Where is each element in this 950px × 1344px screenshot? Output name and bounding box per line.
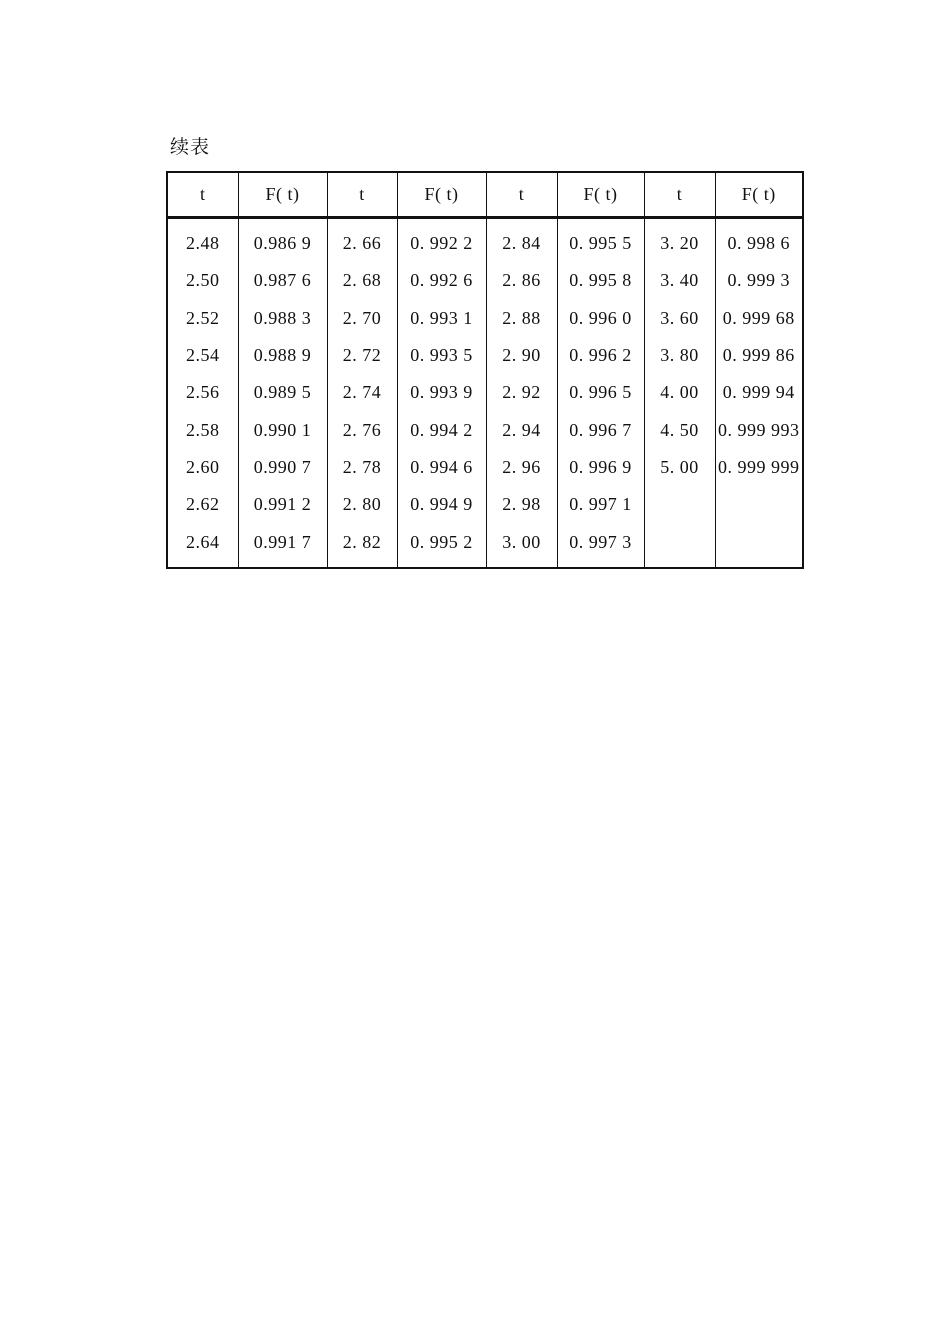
cell-t: 2. 94 bbox=[486, 411, 557, 448]
cell-t: 2.58 bbox=[167, 411, 238, 448]
cell-t: 2. 96 bbox=[486, 449, 557, 486]
cell-ft: 0. 995 5 bbox=[557, 218, 644, 263]
cell-ft: 0.988 9 bbox=[238, 337, 327, 374]
cell-ft: 0. 997 3 bbox=[557, 523, 644, 567]
cell-t: 2. 88 bbox=[486, 300, 557, 337]
cell-ft: 0. 996 5 bbox=[557, 374, 644, 411]
cell-ft: 0.991 2 bbox=[238, 486, 327, 523]
cell-ft: 0. 999 993 bbox=[715, 411, 803, 448]
cell-ft: 0. 996 2 bbox=[557, 337, 644, 374]
cell-ft: 0. 999 3 bbox=[715, 262, 803, 299]
header-cell: t bbox=[167, 172, 238, 218]
table-row bbox=[167, 262, 803, 299]
cell-t: 5. 00 bbox=[644, 449, 715, 486]
header-cell: t bbox=[486, 172, 557, 218]
cell-t: 2.50 bbox=[167, 262, 238, 299]
cell-t: 2.64 bbox=[167, 523, 238, 567]
cell-ft: 0. 999 999 bbox=[715, 449, 803, 486]
cell-t bbox=[644, 523, 715, 567]
cell-t: 4. 50 bbox=[644, 411, 715, 448]
cell-t: 2.56 bbox=[167, 374, 238, 411]
cell-t: 4. 00 bbox=[644, 374, 715, 411]
cell-t: 3. 00 bbox=[486, 523, 557, 567]
cell-ft: 0. 995 8 bbox=[557, 262, 644, 299]
table-row bbox=[167, 337, 803, 374]
cell-t: 2. 80 bbox=[327, 486, 397, 523]
cell-ft bbox=[715, 523, 803, 567]
cell-ft: 0. 995 2 bbox=[397, 523, 486, 567]
cell-t: 2. 76 bbox=[327, 411, 397, 448]
table-row bbox=[167, 411, 803, 448]
distribution-table bbox=[166, 171, 804, 569]
cell-t: 3. 80 bbox=[644, 337, 715, 374]
header-cell: t bbox=[327, 172, 397, 218]
cell-t: 2. 70 bbox=[327, 300, 397, 337]
table-caption: 续表 bbox=[170, 136, 211, 158]
cell-ft: 0. 998 6 bbox=[715, 218, 803, 263]
cell-t: 2. 92 bbox=[486, 374, 557, 411]
table-row bbox=[167, 523, 803, 567]
cell-t: 2.62 bbox=[167, 486, 238, 523]
cell-ft bbox=[715, 486, 803, 523]
cell-ft: 0.991 7 bbox=[238, 523, 327, 567]
cell-ft: 0. 993 9 bbox=[397, 374, 486, 411]
cell-ft: 0. 992 2 bbox=[397, 218, 486, 263]
cell-ft: 0. 996 0 bbox=[557, 300, 644, 337]
cell-ft: 0.987 6 bbox=[238, 262, 327, 299]
cell-t: 2. 72 bbox=[327, 337, 397, 374]
header-cell: F( t) bbox=[557, 172, 644, 218]
cell-t: 2. 90 bbox=[486, 337, 557, 374]
cell-ft: 0.990 1 bbox=[238, 411, 327, 448]
cell-t: 2. 68 bbox=[327, 262, 397, 299]
cell-t: 2.60 bbox=[167, 449, 238, 486]
cell-ft: 0. 999 86 bbox=[715, 337, 803, 374]
cell-ft: 0.990 7 bbox=[238, 449, 327, 486]
cell-t: 2.48 bbox=[167, 218, 238, 263]
header-cell: F( t) bbox=[238, 172, 327, 218]
cell-ft: 0. 994 6 bbox=[397, 449, 486, 486]
cell-t: 3. 60 bbox=[644, 300, 715, 337]
table-body bbox=[167, 218, 803, 568]
cell-ft: 0. 997 1 bbox=[557, 486, 644, 523]
header-row bbox=[167, 172, 803, 218]
cell-ft: 0. 994 9 bbox=[397, 486, 486, 523]
cell-ft: 0. 992 6 bbox=[397, 262, 486, 299]
header-cell: F( t) bbox=[397, 172, 486, 218]
cell-t: 2. 86 bbox=[486, 262, 557, 299]
cell-ft: 0. 994 2 bbox=[397, 411, 486, 448]
cell-ft: 0. 999 68 bbox=[715, 300, 803, 337]
cell-t: 3. 20 bbox=[644, 218, 715, 263]
cell-ft: 0.988 3 bbox=[238, 300, 327, 337]
cell-t: 2. 74 bbox=[327, 374, 397, 411]
cell-t: 2. 82 bbox=[327, 523, 397, 567]
table-row bbox=[167, 300, 803, 337]
cell-ft: 0. 993 1 bbox=[397, 300, 486, 337]
table-row bbox=[167, 486, 803, 523]
table-row bbox=[167, 374, 803, 411]
cell-t: 2. 98 bbox=[486, 486, 557, 523]
header-cell: t bbox=[644, 172, 715, 218]
cell-t: 2. 66 bbox=[327, 218, 397, 263]
cell-ft: 0. 996 9 bbox=[557, 449, 644, 486]
cell-ft: 0.986 9 bbox=[238, 218, 327, 263]
cell-t: 2. 78 bbox=[327, 449, 397, 486]
cell-t: 2.54 bbox=[167, 337, 238, 374]
cell-t bbox=[644, 486, 715, 523]
cell-ft: 0. 999 94 bbox=[715, 374, 803, 411]
table-row bbox=[167, 218, 803, 263]
cell-t: 2.52 bbox=[167, 300, 238, 337]
cell-ft: 0.989 5 bbox=[238, 374, 327, 411]
cell-ft: 0. 993 5 bbox=[397, 337, 486, 374]
header-cell: F( t) bbox=[715, 172, 803, 218]
cell-t: 3. 40 bbox=[644, 262, 715, 299]
cell-t: 2. 84 bbox=[486, 218, 557, 263]
cell-ft: 0. 996 7 bbox=[557, 411, 644, 448]
table-row bbox=[167, 449, 803, 486]
